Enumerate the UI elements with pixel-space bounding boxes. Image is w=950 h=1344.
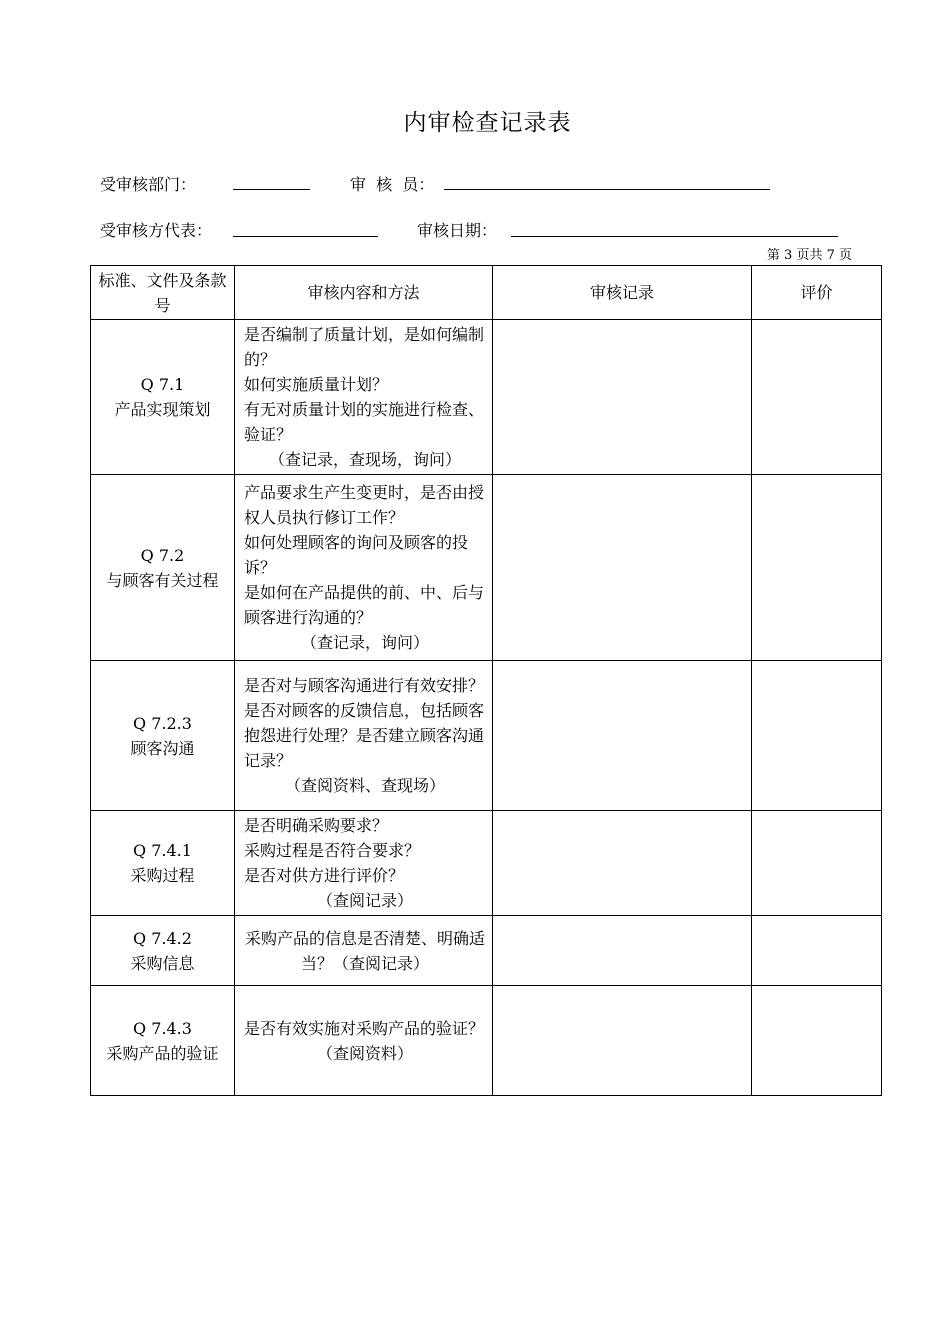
content-cell xyxy=(235,811,493,916)
table-header-row xyxy=(91,266,882,320)
content-line: 采购产品的信息是否清楚、明确适当？（查阅记录） xyxy=(244,928,485,973)
content-line: 是否明确采购要求？ xyxy=(244,816,389,835)
clause-cell xyxy=(91,661,235,811)
auditee-rep-field[interactable] xyxy=(233,236,378,237)
record-cell[interactable] xyxy=(493,986,752,1096)
column-header-content: 审核内容和方法 xyxy=(235,266,493,320)
page-number: 第 3 页共 7 页 xyxy=(766,248,852,263)
audit-method: （查记录，查现场，询问） xyxy=(268,450,461,469)
clause-code: Q 7.1 xyxy=(140,375,185,394)
clause-cell xyxy=(91,475,235,661)
audit-date-label: 审核日期： xyxy=(417,221,498,240)
auditee-rep-label: 受审核方代表： xyxy=(100,221,213,240)
content-cell xyxy=(235,986,493,1096)
content-line: 是否编制了质量计划，是如何编制的？ xyxy=(244,325,485,369)
content-cell xyxy=(235,661,493,811)
audit-method: （查阅资料、查现场） xyxy=(284,776,445,795)
clause-code: Q 7.2.3 xyxy=(133,713,192,733)
evaluation-cell[interactable] xyxy=(752,986,882,1096)
audited-dept-label: 受审核部门： xyxy=(100,175,197,194)
content-line: 如何处理顾客的询问及顾客的投诉？ xyxy=(244,533,469,577)
audited-dept-field[interactable] xyxy=(233,189,310,190)
evaluation-cell[interactable] xyxy=(752,916,882,986)
clause-code: Q 7.4.1 xyxy=(133,841,192,860)
content-line: 是如何在产品提供的前、中、后与顾客进行沟通的？ xyxy=(244,583,485,627)
clause-cell xyxy=(91,320,235,475)
evaluation-cell[interactable] xyxy=(752,320,882,475)
record-cell[interactable] xyxy=(493,475,752,661)
record-cell[interactable] xyxy=(493,916,752,986)
content-cell xyxy=(235,320,493,475)
record-cell[interactable] xyxy=(493,661,752,811)
audit-date-field[interactable] xyxy=(511,236,838,237)
clause-code: Q 7.4.3 xyxy=(133,1018,192,1038)
table-row xyxy=(91,661,882,811)
table-row xyxy=(91,986,882,1096)
clause-title: 采购信息 xyxy=(130,953,195,973)
clause-title: 产品实现策划 xyxy=(114,400,211,419)
content-line: 是否对顾客的反馈信息，包括顾客抱怨进行处理？是否建立顾客沟通记录？ xyxy=(244,701,485,770)
evaluation-cell[interactable] xyxy=(752,475,882,661)
audit-method: （查记录，询问） xyxy=(300,633,429,652)
clause-title: 与顾客有关过程 xyxy=(106,570,219,590)
content-line: 是否对供方进行评价？ xyxy=(244,866,405,885)
clause-cell xyxy=(91,986,235,1096)
content-line: 是否有效实施对采购产品的验证？ xyxy=(244,1018,485,1038)
table-row xyxy=(91,475,882,661)
audit-table xyxy=(90,265,882,1096)
content-line: 有无对质量计划的实施进行检查、验证？ xyxy=(244,400,485,444)
column-header-clause: 标准、文件及条款号 xyxy=(91,266,235,320)
audit-method: （查阅资料） xyxy=(316,1043,413,1063)
clause-cell xyxy=(91,811,235,916)
evaluation-cell[interactable] xyxy=(752,661,882,811)
content-cell xyxy=(235,916,493,986)
record-cell[interactable] xyxy=(493,811,752,916)
table-row xyxy=(91,320,882,475)
auditor-label: 审 核 员： xyxy=(350,175,435,194)
content-line: 如何实施质量计划？ xyxy=(244,375,389,394)
clause-title: 采购过程 xyxy=(130,866,195,885)
column-header-evaluation: 评价 xyxy=(752,266,882,320)
clause-code: Q 7.4.2 xyxy=(133,928,192,948)
evaluation-cell[interactable] xyxy=(752,811,882,916)
column-header-record: 审核记录 xyxy=(493,266,752,320)
clause-code: Q 7.2 xyxy=(140,545,185,565)
auditor-field[interactable] xyxy=(444,189,770,190)
content-line: 是否对与顾客沟通进行有效安排？ xyxy=(244,676,485,695)
audit-method: （查阅记录） xyxy=(316,891,413,910)
table-row xyxy=(91,916,882,986)
clause-cell xyxy=(91,916,235,986)
clause-title: 顾客沟通 xyxy=(130,738,195,758)
page-title: 内审检查记录表 xyxy=(403,110,572,136)
record-cell[interactable] xyxy=(493,320,752,475)
content-cell xyxy=(235,475,493,661)
content-line: 采购过程是否符合要求？ xyxy=(244,841,421,860)
clause-title: 采购产品的验证 xyxy=(106,1043,219,1063)
content-line: 产品要求生产生变更时，是否由授权人员执行修订工作？ xyxy=(244,483,485,527)
table-row xyxy=(91,811,882,916)
